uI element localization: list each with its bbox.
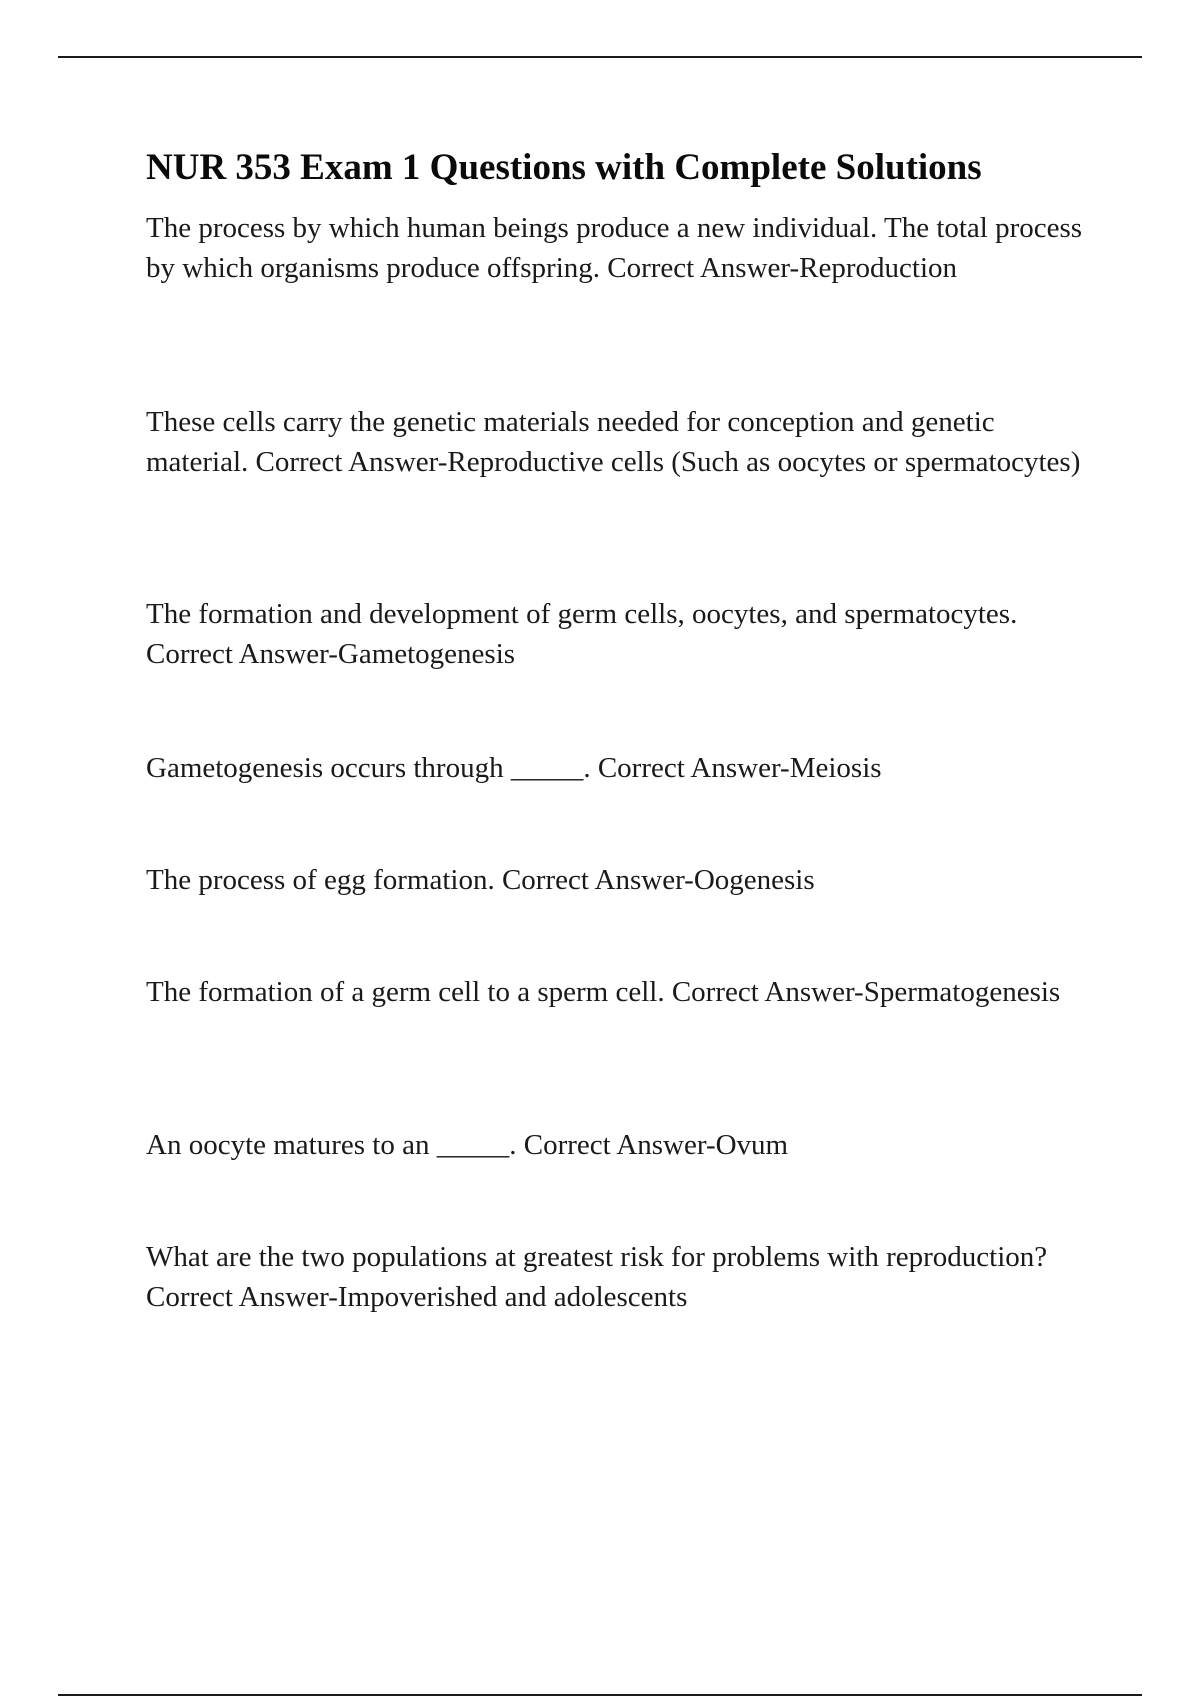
qa-item-6: The formation of a germ cell to a sperm cell. Correct Answer-Spermatogenesis	[146, 976, 1061, 1008]
footer-rule	[58, 1694, 1142, 1696]
qa-item-1: The process by which human beings produce a new individual. The total process by which organisms produce offspring. Correct Answer-Reproduction	[146, 212, 1083, 284]
document-body	[146, 142, 1096, 1313]
qa-item-8: What are the two populations at greatest risk for problems with reproduction? Correct Answer-Impoverished and adolescents	[146, 1241, 1048, 1313]
qa-item-5: The process of egg formation. Correct Answer-Oogenesis	[146, 864, 815, 896]
qa-item-2: These cells carry the genetic materials needed for conception and genetic material. Correct Answer-Reproductive cells (Such as oocytes or spermatocytes)	[146, 406, 1081, 478]
document-title: NUR 353 Exam 1 Questions with Complete Solutions	[146, 147, 982, 188]
qa-item-4: Gametogenesis occurs through _____. Correct Answer-Meiosis	[146, 752, 882, 784]
header-rule	[58, 56, 1142, 58]
qa-item-7: An oocyte matures to an _____. Correct Answer-Ovum	[146, 1129, 789, 1161]
qa-item-3: The formation and development of germ cells, oocytes, and spermatocytes. Correct Answer-Gametogenesis	[146, 598, 1018, 670]
